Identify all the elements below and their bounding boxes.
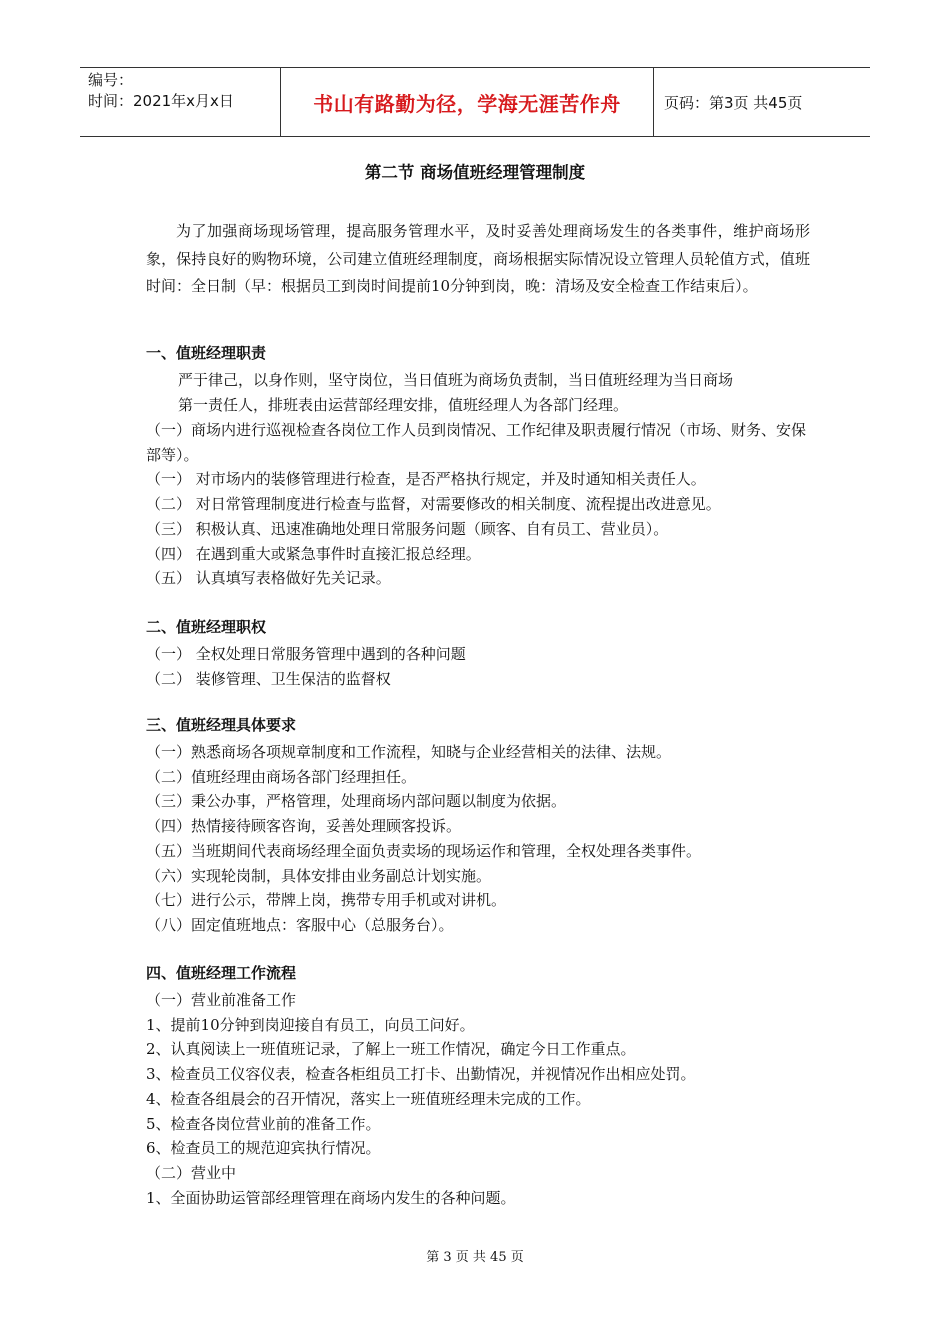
list-item: （一）熟悉商场各项规章制度和工作流程，知晓与企业经营相关的法律、法规。: [146, 743, 672, 761]
intro-paragraph: 为了加强商场现场管理，提高服务管理水平，及时妥善处理商场发生的各类事件，维护商场形象，保持良好的购物环境，公司建立值班经理制度，商场根据实际情况设立管理人员轮值方式，值班时间：全日制（早：根据员工到岗时间提前10分钟到岗，晚：清场及安全检查工作结束后）。: [146, 222, 810, 295]
heading-duties: 一、值班经理职责: [146, 344, 267, 362]
list-item: （六）实现轮岗制，具体安排由业务副总计划实施。: [146, 866, 492, 885]
heading-workflow: 四、值班经理工作流程: [146, 964, 297, 982]
list-item: （二）值班经理由商场各部门经理担任。: [146, 767, 417, 786]
page-footer: 第 3 页 共 45 页: [426, 1250, 524, 1265]
header-left-cell: [80, 68, 281, 136]
list-item: （二） 装修管理、卫生保洁的监督权: [146, 669, 391, 688]
list-item: 6、检查员工的规范迎宾执行情况。: [146, 1139, 381, 1158]
list-item: （四） 在遇到重大或紧急事件时直接汇报总经理。: [146, 544, 481, 563]
list-item: （三）秉公办事，严格管理，处理商场内部问题以制度为依据。: [146, 792, 567, 811]
list-item: （一） 对市场内的装修管理进行检查，是否严格执行规定，并及时通知相关责任人。: [146, 470, 706, 489]
section-title: 第二节 商场值班经理管理制度: [364, 163, 586, 182]
authority-list: [146, 642, 810, 691]
list-item: （五） 认真填写表格做好先关记录。: [146, 569, 391, 588]
duties-paragraph-line: 严于律己，以身作则，坚守岗位，当日值班为商场负责制，当日值班经理为当日商场: [178, 371, 734, 389]
list-item: （七）进行公示，带牌上岗，携带专用手机或对讲机。: [146, 891, 507, 910]
list-item: （四）热情接待顾客咨询，妥善处理顾客投诉。: [146, 817, 462, 836]
date-label: 时间：2021年x月x日: [88, 92, 234, 110]
motto-text: 书山有路勤为径，学海无涯苦作舟: [313, 91, 621, 116]
header-motto-cell: [281, 68, 654, 136]
header-page-info-cell: [654, 68, 870, 136]
list-item: （一） 全权处理日常服务管理中遇到的各种问题: [146, 645, 466, 663]
page-header-table: [80, 67, 870, 137]
subheading-pre-opening: （一）营业前准备工作: [146, 991, 297, 1009]
list-item: 1、提前10分钟到岗迎接自有员工，向员工问好。: [146, 1015, 475, 1034]
heading-authority: 二、值班经理职权: [146, 618, 267, 636]
duties-list: [146, 418, 810, 591]
duties-paragraph: [178, 368, 818, 417]
list-item: （五）当班期间代表商场经理全面负责卖场的现场运作和管理，全权处理各类事件。: [146, 841, 702, 860]
requirements-list: [146, 740, 810, 938]
list-item: （二） 对日常管理制度进行检查与监督，对需要修改的相关制度、流程提出改进意见。: [146, 495, 721, 514]
list-item: （三） 积极认真、迅速准确地处理日常服务问题（顾客、自有员工、营业员）。: [146, 519, 669, 538]
subheading-during-business: （二）营业中: [146, 1163, 237, 1182]
number-label: 编号：: [88, 71, 134, 89]
workflow-list: [146, 988, 810, 1210]
list-item: 4、检查各组晨会的召开情况，落实上一班值班经理未完成的工作。: [146, 1089, 591, 1108]
list-item: 2、认真阅读上一班值班记录，了解上一班工作情况，确定今日工作重点。: [146, 1040, 636, 1059]
heading-requirements: 三、值班经理具体要求: [146, 716, 297, 734]
list-item: 1、全面协助运管部经理管理在商场内发生的各种问题。: [146, 1188, 516, 1207]
list-item: （八）固定值班地点：客服中心（总服务台）。: [146, 915, 454, 934]
list-item: （一）商场内进行巡视检查各岗位工作人员到岗情况、工作纪律及职责履行情况（市场、财务、安保部等）。: [146, 421, 807, 464]
page-info: 页码：第3页 共45页: [664, 93, 803, 112]
list-item: 3、检查员工仪容仪表，检查各柜组员工打卡、出勤情况，并视情况作出相应处罚。: [146, 1065, 696, 1084]
list-item: 5、检查各岗位营业前的准备工作。: [146, 1114, 381, 1133]
duties-paragraph-line: 第一责任人，排班表由运营部经理安排，值班经理人为各部门经理。: [178, 395, 629, 414]
